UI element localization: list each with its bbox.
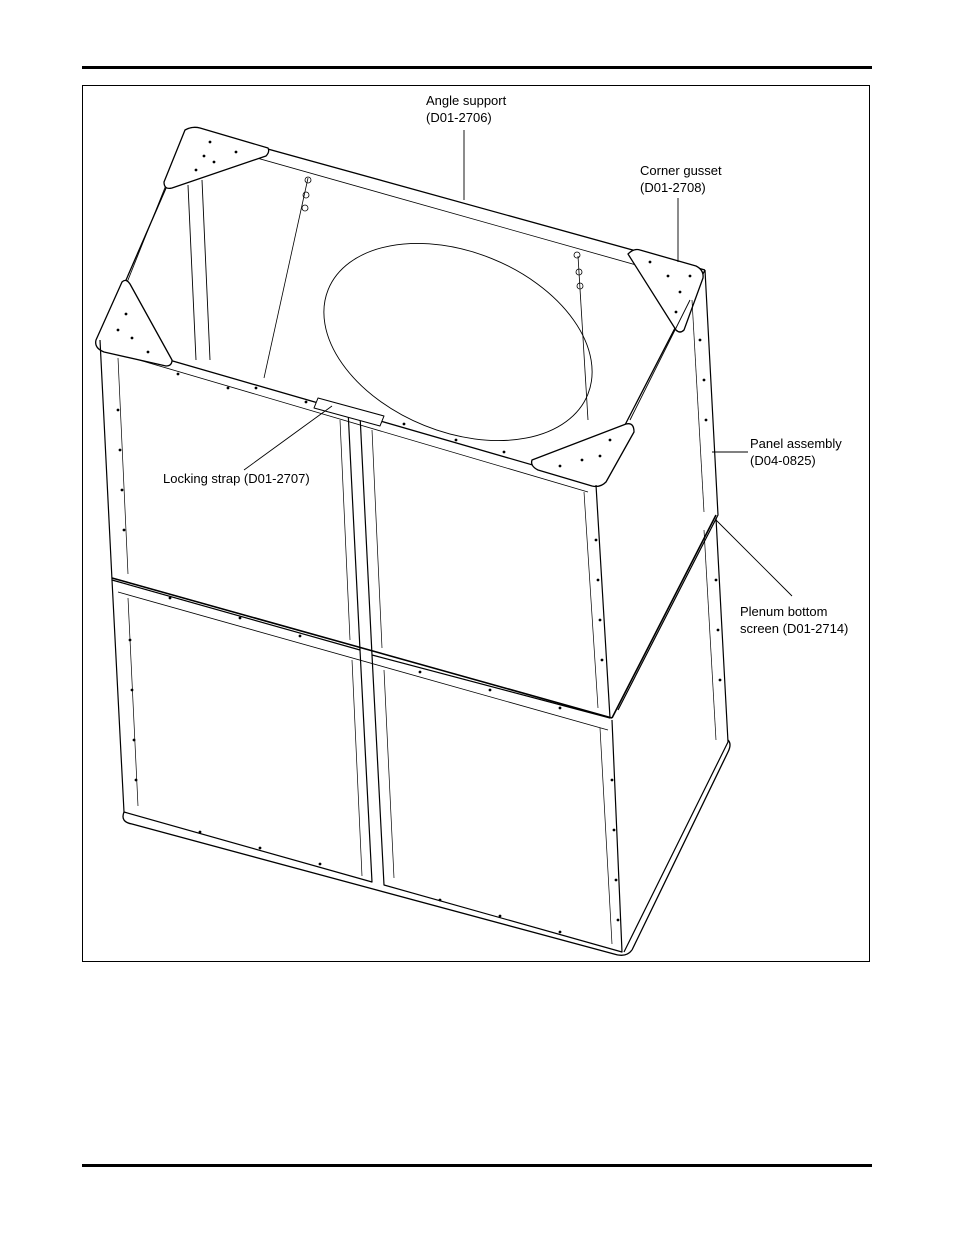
- hanger-rod-right: [578, 256, 588, 420]
- middle-seam-right: [612, 515, 716, 718]
- leader-plenum-bottom-screen: [716, 520, 792, 596]
- callout-angle-support-line2: (D01-2706): [426, 110, 492, 125]
- callout-plenum-bottom-screen-line1: Plenum bottom: [740, 604, 828, 619]
- callout-angle-support: [426, 92, 506, 126]
- callout-locking-strap-line1: Locking strap (D01-2707): [163, 471, 310, 486]
- corner-gusset-front-right: [532, 424, 634, 487]
- lower-front-right-panel: [372, 655, 622, 952]
- callout-corner-gusset: [640, 162, 722, 196]
- callout-plenum-bottom-screen-line2: screen (D01-2714): [740, 621, 849, 636]
- callout-corner-gusset-line2: (D01-2708): [640, 180, 706, 195]
- lower-right-side-panel: [624, 518, 728, 952]
- callout-panel-assembly-line1: Panel assembly: [750, 436, 842, 451]
- callout-panel-assembly: [750, 435, 842, 469]
- lower-front-left-panel: [112, 580, 372, 882]
- hanger-rod-left: [264, 178, 308, 378]
- fastener-holes: [117, 141, 722, 934]
- corner-gusset-back-left: [164, 127, 269, 188]
- callout-panel-assembly-line2: (D04-0825): [750, 453, 816, 468]
- leader-locking-strap: [244, 406, 332, 470]
- back-right-post-line: [630, 300, 690, 420]
- corner-gusset-front-left: [96, 280, 172, 366]
- callout-locking-strap: [163, 470, 310, 487]
- callout-corner-gusset-line1: Corner gusset: [640, 163, 722, 178]
- callout-angle-support-line1: Angle support: [426, 93, 507, 108]
- callout-plenum-bottom-screen: [740, 603, 848, 637]
- corner-gusset-back-right: [628, 250, 703, 333]
- back-left-post: [188, 180, 210, 360]
- bottom-rim-right: [632, 740, 730, 950]
